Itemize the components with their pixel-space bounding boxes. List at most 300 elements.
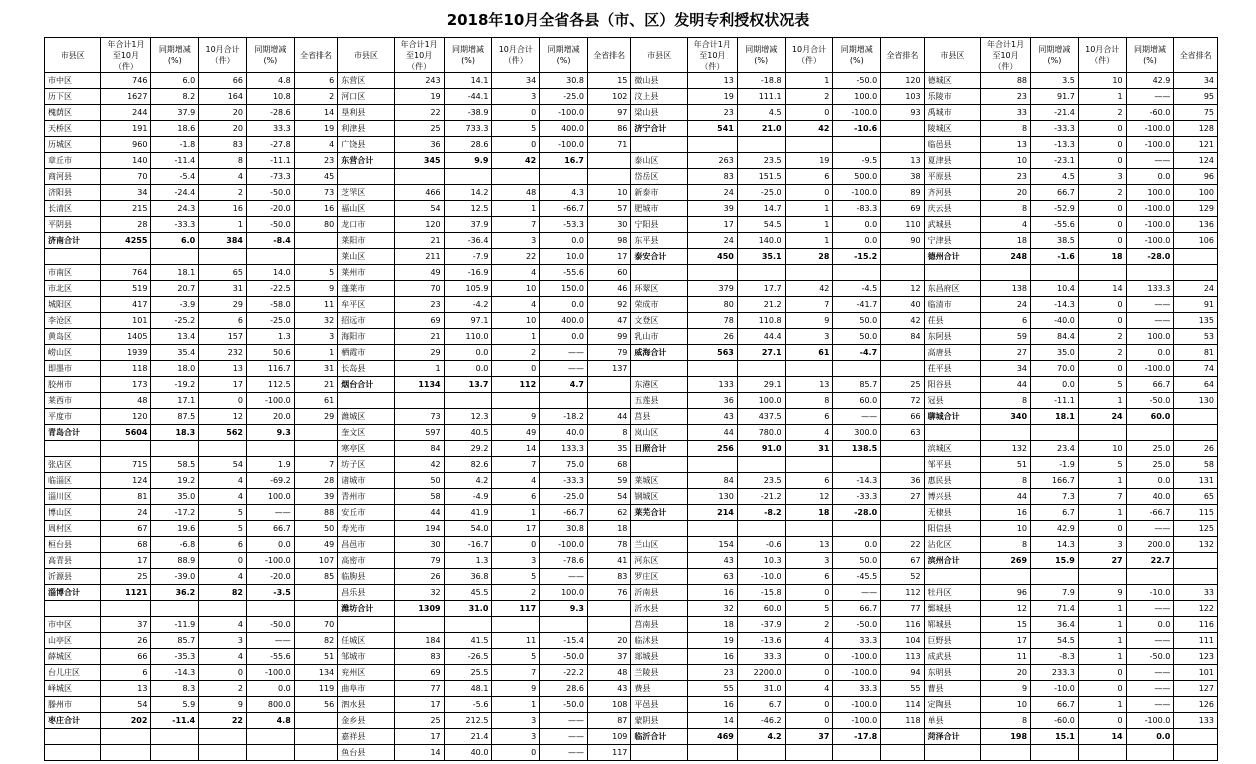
value-cell: 47: [587, 313, 630, 329]
value-cell: -50.0: [246, 185, 294, 201]
table-row: [45, 713, 1218, 729]
header-cell: 市县区: [338, 38, 394, 73]
value-cell: 25: [881, 377, 924, 393]
value-cell: 214: [687, 505, 737, 521]
value-cell: 94: [881, 665, 924, 681]
value-cell: [294, 425, 337, 441]
county-name: 微山县: [631, 73, 687, 89]
value-cell: 1: [492, 201, 540, 217]
value-cell: 562: [199, 425, 247, 441]
table-row: [45, 505, 1218, 521]
value-cell: 5: [199, 505, 247, 521]
value-cell: 0.0: [540, 329, 588, 345]
value-cell: 66.7: [246, 521, 294, 537]
value-cell: 7.9: [1031, 585, 1079, 601]
value-cell: 0: [1078, 665, 1126, 681]
county-name: 崂山区: [45, 345, 101, 361]
value-cell: 27: [1078, 553, 1126, 569]
county-name: 青州市: [338, 489, 394, 505]
value-cell: 95: [1174, 89, 1218, 105]
value-cell: 27.1: [737, 345, 785, 361]
value-cell: -21.2: [737, 489, 785, 505]
county-name: 博兴县: [924, 489, 980, 505]
value-cell: ——: [1126, 601, 1174, 617]
value-cell: 5604: [101, 425, 151, 441]
value-cell: [1031, 265, 1079, 281]
value-cell: 18.0: [151, 361, 199, 377]
table-row: [45, 617, 1218, 633]
county-name: 东平县: [631, 233, 687, 249]
county-name: 淄博合计: [45, 585, 101, 601]
county-name: [45, 729, 101, 745]
value-cell: 12: [881, 281, 924, 297]
patent-table: [44, 37, 1218, 761]
value-cell: 19: [687, 89, 737, 105]
value-cell: 7: [1078, 489, 1126, 505]
value-cell: 0: [1078, 361, 1126, 377]
value-cell: 118: [881, 713, 924, 729]
value-cell: [1174, 553, 1218, 569]
value-cell: 136: [1174, 217, 1218, 233]
value-cell: ——: [540, 569, 588, 585]
county-name: 张店区: [45, 457, 101, 473]
county-name: 济宁合计: [631, 121, 687, 137]
value-cell: [833, 361, 881, 377]
value-cell: 1: [1078, 505, 1126, 521]
county-name: 茌县: [924, 313, 980, 329]
value-cell: 29.1: [737, 377, 785, 393]
value-cell: 117: [587, 745, 630, 761]
value-cell: -11.1: [246, 153, 294, 169]
value-cell: 35.0: [1031, 345, 1079, 361]
value-cell: 66.7: [1031, 185, 1079, 201]
value-cell: -55.6: [1031, 217, 1079, 233]
county-name: 牟平区: [338, 297, 394, 313]
value-cell: [881, 729, 924, 745]
value-cell: -50.0: [833, 73, 881, 89]
value-cell: [687, 137, 737, 153]
value-cell: 1.3: [246, 329, 294, 345]
value-cell: -50.0: [246, 217, 294, 233]
value-cell: 45.5: [444, 585, 492, 601]
value-cell: 1: [394, 361, 444, 377]
county-name: 章丘市: [45, 153, 101, 169]
value-cell: 6.7: [737, 697, 785, 713]
county-name: 兰山区: [631, 537, 687, 553]
value-cell: 14.2: [444, 185, 492, 201]
county-name: 天桥区: [45, 121, 101, 137]
value-cell: [881, 745, 924, 761]
county-name: 河口区: [338, 89, 394, 105]
value-cell: 30: [394, 537, 444, 553]
value-cell: 36: [394, 137, 444, 153]
value-cell: 22: [199, 713, 247, 729]
header-cell: 全省排名: [1174, 38, 1218, 73]
value-cell: 50.6: [246, 345, 294, 361]
value-cell: 18: [1078, 249, 1126, 265]
value-cell: 13: [981, 137, 1031, 153]
value-cell: 42: [492, 153, 540, 169]
value-cell: -100.0: [246, 665, 294, 681]
county-name: [631, 361, 687, 377]
value-cell: -6.8: [151, 537, 199, 553]
value-cell: 4.5: [737, 105, 785, 121]
value-cell: -36.4: [444, 233, 492, 249]
value-cell: 87.5: [151, 409, 199, 425]
county-name: 寿光市: [338, 521, 394, 537]
county-name: [338, 169, 394, 185]
header-cell: 全省排名: [587, 38, 630, 73]
value-cell: 173: [101, 377, 151, 393]
county-name: 历下区: [45, 89, 101, 105]
value-cell: 59: [981, 329, 1031, 345]
value-cell: 84: [687, 473, 737, 489]
value-cell: 105.9: [444, 281, 492, 297]
value-cell: [294, 713, 337, 729]
value-cell: 14: [492, 441, 540, 457]
value-cell: 126: [1174, 697, 1218, 713]
value-cell: [881, 249, 924, 265]
value-cell: 6: [492, 489, 540, 505]
value-cell: 6: [101, 665, 151, 681]
value-cell: -18.2: [540, 409, 588, 425]
value-cell: [1078, 425, 1126, 441]
value-cell: 2: [785, 617, 833, 633]
value-cell: 56: [294, 697, 337, 713]
value-cell: ——: [1126, 681, 1174, 697]
county-name: 梁山县: [631, 105, 687, 121]
county-name: 德州合计: [924, 249, 980, 265]
value-cell: 71.4: [1031, 601, 1079, 617]
value-cell: 12: [199, 409, 247, 425]
county-name: 莒南县: [631, 617, 687, 633]
value-cell: 88.9: [151, 553, 199, 569]
header-cell: 市县区: [45, 38, 101, 73]
value-cell: 86: [587, 121, 630, 137]
value-cell: [1174, 265, 1218, 281]
value-cell: 8: [981, 393, 1031, 409]
value-cell: 42: [785, 281, 833, 297]
value-cell: 1405: [101, 329, 151, 345]
value-cell: 25.5: [444, 665, 492, 681]
value-cell: [1174, 249, 1218, 265]
value-cell: 70: [294, 617, 337, 633]
value-cell: 75.0: [540, 457, 588, 473]
value-cell: 120: [881, 73, 924, 89]
value-cell: 124: [1174, 153, 1218, 169]
value-cell: -100.0: [833, 105, 881, 121]
value-cell: 15: [587, 73, 630, 89]
value-cell: 7: [785, 297, 833, 313]
value-cell: -0.6: [737, 537, 785, 553]
county-name: 阳谷县: [924, 377, 980, 393]
value-cell: 44.4: [737, 329, 785, 345]
value-cell: 111: [1174, 633, 1218, 649]
value-cell: 6: [199, 313, 247, 329]
value-cell: 4: [199, 569, 247, 585]
value-cell: 137: [587, 361, 630, 377]
value-cell: 44: [687, 425, 737, 441]
county-name: 龙口市: [338, 217, 394, 233]
value-cell: 10.0: [540, 249, 588, 265]
value-cell: 32: [394, 585, 444, 601]
value-cell: 81: [101, 489, 151, 505]
value-cell: 89: [881, 185, 924, 201]
county-name: 青岛合计: [45, 425, 101, 441]
value-cell: -25.0: [540, 89, 588, 105]
value-cell: 6.0: [151, 73, 199, 89]
value-cell: -37.9: [737, 617, 785, 633]
value-cell: -83.3: [833, 201, 881, 217]
value-cell: 25: [394, 713, 444, 729]
value-cell: 198: [981, 729, 1031, 745]
value-cell: [1126, 569, 1174, 585]
value-cell: 18: [785, 505, 833, 521]
value-cell: 33.3: [737, 649, 785, 665]
value-cell: ——: [833, 409, 881, 425]
county-name: 齐河县: [924, 185, 980, 201]
value-cell: 113: [881, 649, 924, 665]
value-cell: -19.2: [151, 377, 199, 393]
value-cell: -1.8: [151, 137, 199, 153]
value-cell: 0.0: [1126, 729, 1174, 745]
value-cell: 48.1: [444, 681, 492, 697]
header-cell: 年合计1月至10月（件）: [101, 38, 151, 73]
value-cell: [1174, 409, 1218, 425]
county-name: 栖霞市: [338, 345, 394, 361]
value-cell: 102: [587, 89, 630, 105]
value-cell: 9: [785, 313, 833, 329]
value-cell: [101, 729, 151, 745]
value-cell: 4: [492, 265, 540, 281]
county-name: 肥城市: [631, 201, 687, 217]
value-cell: 30.8: [540, 73, 588, 89]
value-cell: 74: [1174, 361, 1218, 377]
value-cell: [833, 521, 881, 537]
value-cell: [199, 249, 247, 265]
value-cell: 417: [101, 297, 151, 313]
value-cell: 10: [492, 313, 540, 329]
value-cell: 28.6: [444, 137, 492, 153]
value-cell: 77: [881, 601, 924, 617]
value-cell: 68: [587, 457, 630, 473]
value-cell: [1174, 569, 1218, 585]
value-cell: 28: [785, 249, 833, 265]
value-cell: 0.0: [1031, 377, 1079, 393]
county-name: 威海合计: [631, 345, 687, 361]
value-cell: -11.4: [151, 713, 199, 729]
value-cell: 4.7: [540, 377, 588, 393]
value-cell: 101: [101, 313, 151, 329]
value-cell: 69: [394, 665, 444, 681]
value-cell: 1: [1078, 473, 1126, 489]
value-cell: 17: [981, 633, 1031, 649]
value-cell: 29: [394, 345, 444, 361]
value-cell: 119: [294, 681, 337, 697]
value-cell: 0.0: [833, 217, 881, 233]
value-cell: 16: [199, 201, 247, 217]
value-cell: 0: [1078, 521, 1126, 537]
value-cell: [294, 233, 337, 249]
header-cell: 10月合计（件）: [1078, 38, 1126, 73]
value-cell: -4.2: [444, 297, 492, 313]
value-cell: 9.3: [246, 425, 294, 441]
value-cell: 20: [199, 121, 247, 137]
value-cell: 5: [294, 265, 337, 281]
county-name: 罗庄区: [631, 569, 687, 585]
header-cell: 同期增减(%): [444, 38, 492, 73]
value-cell: [737, 361, 785, 377]
value-cell: ——: [246, 505, 294, 521]
header-cell: 10月合计（件）: [785, 38, 833, 73]
county-name: 无棣县: [924, 505, 980, 521]
value-cell: 150.0: [540, 281, 588, 297]
value-cell: 0: [492, 137, 540, 153]
value-cell: 78: [687, 313, 737, 329]
value-cell: -14.3: [1031, 297, 1079, 313]
value-cell: 14: [687, 713, 737, 729]
value-cell: -78.6: [540, 553, 588, 569]
value-cell: 140.0: [737, 233, 785, 249]
table-row: [45, 473, 1218, 489]
value-cell: 1: [1078, 617, 1126, 633]
value-cell: 1: [1078, 393, 1126, 409]
value-cell: 19: [785, 153, 833, 169]
value-cell: 0: [1078, 201, 1126, 217]
value-cell: -27.8: [246, 137, 294, 153]
value-cell: 14.1: [444, 73, 492, 89]
value-cell: 24: [981, 297, 1031, 313]
county-name: [924, 569, 980, 585]
value-cell: 64: [1174, 377, 1218, 393]
value-cell: [151, 441, 199, 457]
value-cell: 31.0: [737, 681, 785, 697]
table-row: [45, 361, 1218, 377]
value-cell: 21: [294, 377, 337, 393]
empty-cell: [101, 745, 151, 761]
value-cell: 65: [199, 265, 247, 281]
county-name: 平度市: [45, 409, 101, 425]
value-cell: 5.9: [151, 697, 199, 713]
value-cell: 0: [1078, 233, 1126, 249]
table-row: [45, 409, 1218, 425]
table-row: [45, 281, 1218, 297]
value-cell: 124: [101, 473, 151, 489]
value-cell: 76: [587, 585, 630, 601]
value-cell: 1: [492, 505, 540, 521]
value-cell: 31: [294, 361, 337, 377]
value-cell: [540, 617, 588, 633]
table-row: [45, 169, 1218, 185]
value-cell: 11: [492, 633, 540, 649]
county-name: 河东区: [631, 553, 687, 569]
value-cell: 9: [294, 281, 337, 297]
county-name: 峄城区: [45, 681, 101, 697]
county-name: 广饶县: [338, 137, 394, 153]
value-cell: -10.0: [1031, 681, 1079, 697]
value-cell: 1121: [101, 585, 151, 601]
county-name: 东阿县: [924, 329, 980, 345]
value-cell: 0.0: [246, 681, 294, 697]
value-cell: 6.0: [151, 233, 199, 249]
value-cell: 4.8: [246, 73, 294, 89]
county-name: 郓城县: [924, 617, 980, 633]
value-cell: 154: [687, 537, 737, 553]
value-cell: 466: [394, 185, 444, 201]
value-cell: -20.0: [246, 569, 294, 585]
value-cell: -5.4: [151, 169, 199, 185]
value-cell: 19: [394, 89, 444, 105]
value-cell: -53.3: [540, 217, 588, 233]
value-cell: 36: [687, 393, 737, 409]
value-cell: 17: [587, 249, 630, 265]
value-cell: -23.1: [1031, 153, 1079, 169]
value-cell: [833, 265, 881, 281]
value-cell: 2: [199, 185, 247, 201]
county-name: 宁津县: [924, 233, 980, 249]
value-cell: [246, 441, 294, 457]
value-cell: 80: [687, 297, 737, 313]
value-cell: [394, 169, 444, 185]
value-cell: 3: [785, 329, 833, 345]
value-cell: 79: [587, 345, 630, 361]
value-cell: 134: [294, 665, 337, 681]
value-cell: 6: [785, 473, 833, 489]
value-cell: 26: [394, 569, 444, 585]
value-cell: 300.0: [833, 425, 881, 441]
value-cell: 51: [981, 457, 1031, 473]
empty-cell: [45, 745, 101, 761]
value-cell: 35.1: [737, 249, 785, 265]
value-cell: 746: [101, 73, 151, 89]
county-name: 文登区: [631, 313, 687, 329]
value-cell: 1: [785, 201, 833, 217]
county-name: 福山区: [338, 201, 394, 217]
value-cell: 9: [492, 681, 540, 697]
value-cell: 133.3: [540, 441, 588, 457]
value-cell: 800.0: [246, 697, 294, 713]
value-cell: 110.8: [737, 313, 785, 329]
value-cell: 166.7: [1031, 473, 1079, 489]
value-cell: 23.5: [737, 153, 785, 169]
value-cell: 10: [587, 185, 630, 201]
value-cell: -100.0: [540, 137, 588, 153]
value-cell: 41: [587, 553, 630, 569]
value-cell: -46.2: [737, 713, 785, 729]
value-cell: 83: [687, 169, 737, 185]
table-row: [45, 425, 1218, 441]
county-name: 临朐县: [338, 569, 394, 585]
value-cell: [101, 601, 151, 617]
county-name: 安丘市: [338, 505, 394, 521]
value-cell: 132: [981, 441, 1031, 457]
value-cell: 58.5: [151, 457, 199, 473]
value-cell: [737, 457, 785, 473]
value-cell: 4.3: [540, 185, 588, 201]
value-cell: 54: [394, 201, 444, 217]
county-name: 芝罘区: [338, 185, 394, 201]
value-cell: 22: [881, 537, 924, 553]
table-row: [45, 393, 1218, 409]
value-cell: 80: [294, 217, 337, 233]
value-cell: -40.0: [1031, 313, 1079, 329]
county-name: 莱山区: [338, 249, 394, 265]
value-cell: 59: [587, 473, 630, 489]
value-cell: 9: [1078, 585, 1126, 601]
value-cell: 0: [1078, 137, 1126, 153]
value-cell: 13: [785, 537, 833, 553]
value-cell: 8.2: [151, 89, 199, 105]
